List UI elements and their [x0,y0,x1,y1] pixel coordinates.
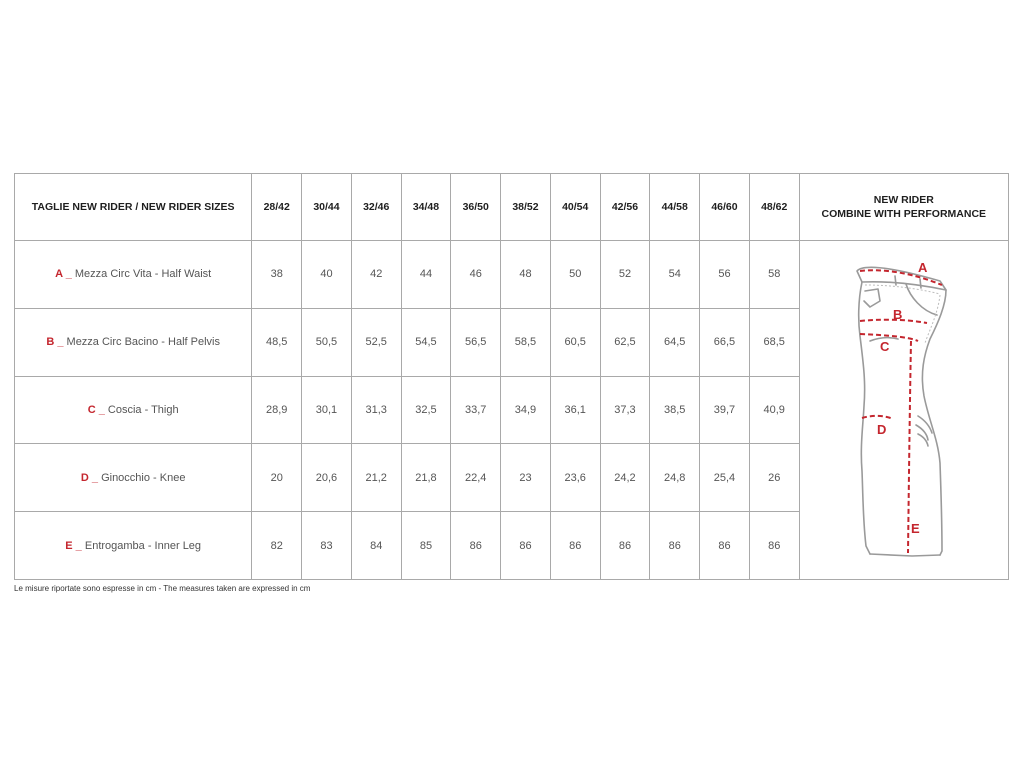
table-cell: 86 [451,512,501,580]
row-label [15,376,252,444]
table-cell: 68,5 [749,308,799,376]
table-row [15,241,1009,309]
jeans-diagram [800,241,1009,576]
row-letter: A [55,268,63,281]
measurement-labels [877,260,928,536]
size-header: 42/56 [600,174,650,241]
table-cell: 86 [550,512,600,580]
table-cell: 46 [451,241,501,309]
sizes-title: TAGLIE NEW RIDER / NEW RIDER SIZES [15,174,252,241]
table-cell: 37,3 [600,376,650,444]
size-header: 44/58 [650,174,700,241]
row-label-text: Entrogamba - Inner Leg [84,539,202,552]
table-cell: 52 [600,241,650,309]
row-separator: _ [72,539,85,552]
size-chart [14,173,1009,593]
image-title [799,174,1008,241]
header-row [15,174,1009,241]
size-header: 48/62 [749,174,799,241]
measure-line-d [862,416,893,419]
table-cell: 42 [351,241,401,309]
size-header: 40/54 [550,174,600,241]
side-stitch [925,295,940,343]
table-cell: 38,5 [650,376,700,444]
table-cell: 34,9 [501,376,551,444]
table-cell: 38 [252,241,302,309]
row-letter: D [80,471,89,484]
row-label-text: Ginocchio - Knee [101,471,186,484]
table-cell: 23,6 [550,444,600,512]
row-label-text: Coscia - Thigh [107,403,179,416]
table-cell: 85 [401,512,451,580]
table-cell: 86 [501,512,551,580]
table-cell: 52,5 [351,308,401,376]
size-table [14,173,1009,580]
marker-d: D [876,422,886,437]
row-separator: _ [88,471,102,484]
table-cell: 64,5 [650,308,700,376]
row-label [15,444,252,512]
table-cell: 44 [401,241,451,309]
table-cell: 22,4 [451,444,501,512]
table-cell: 58,5 [501,308,551,376]
table-cell: 28,9 [252,376,302,444]
table-cell: 31,3 [351,376,401,444]
row-label-text: Mezza Circ Vita - Half Waist [74,268,212,281]
table-cell: 56,5 [451,308,501,376]
marker-e: E [910,521,920,536]
table-cell: 21,2 [351,444,401,512]
size-header: 28/42 [252,174,302,241]
table-cell: 23 [501,444,551,512]
image-title-line1: NEW RIDER [873,194,934,206]
table-cell: 20 [252,444,302,512]
table-cell: 21,8 [401,444,451,512]
row-separator: _ [95,403,108,416]
table-cell: 24,2 [600,444,650,512]
table-cell: 50,5 [302,308,352,376]
table-cell: 40 [302,241,352,309]
size-header: 34/48 [401,174,451,241]
row-label [15,512,252,580]
table-cell: 32,5 [401,376,451,444]
table-cell: 84 [351,512,401,580]
marker-b: B [892,307,902,322]
table-cell: 36,1 [550,376,600,444]
table-cell: 20,6 [302,444,352,512]
table-cell: 33,7 [451,376,501,444]
table-cell: 54,5 [401,308,451,376]
row-separator: _ [62,268,75,281]
table-cell: 39,7 [700,376,750,444]
image-title-line2: COMBINE WITH PERFORMANCE [821,208,987,220]
table-cell: 30,1 [302,376,352,444]
table-cell: 54 [650,241,700,309]
table-cell: 58 [749,241,799,309]
table-cell: 56 [700,241,750,309]
table-cell: 60,5 [550,308,600,376]
row-letter: C [87,403,96,416]
table-cell: 48 [501,241,551,309]
back-pocket-outline [864,289,880,307]
hem-outline [870,554,940,556]
belt-loops [895,276,921,288]
table-cell: 26 [749,444,799,512]
marker-a: A [917,260,927,275]
row-label-text: Mezza Circ Bacino - Half Pelvis [66,336,220,349]
table-cell: 66,5 [700,308,750,376]
table-cell: 48,5 [252,308,302,376]
table-cell: 82 [252,512,302,580]
table-cell: 86 [650,512,700,580]
table-cell: 25,4 [700,444,750,512]
size-header: 36/50 [451,174,501,241]
row-separator: _ [54,336,67,349]
row-letter: E [65,539,73,552]
size-header: 32/46 [351,174,401,241]
size-header: 46/60 [700,174,750,241]
footnote: Le misure riportate sono espresse in cm - The measures taken are expressed in cm [14,584,311,593]
size-header: 38/52 [501,174,551,241]
row-label [15,241,252,309]
table-cell: 50 [550,241,600,309]
table-cell: 86 [749,512,799,580]
table-cell: 24,8 [650,444,700,512]
table-cell: 62,5 [600,308,650,376]
marker-c: C [879,339,889,354]
row-letter: B [46,336,55,349]
size-header: 30/44 [302,174,352,241]
table-cell: 83 [302,512,352,580]
table-cell: 86 [600,512,650,580]
table-cell: 40,9 [749,376,799,444]
row-label [15,308,252,376]
jeans-figure-cell [799,241,1008,580]
front-pocket-outline [906,284,937,315]
table-cell: 86 [700,512,750,580]
